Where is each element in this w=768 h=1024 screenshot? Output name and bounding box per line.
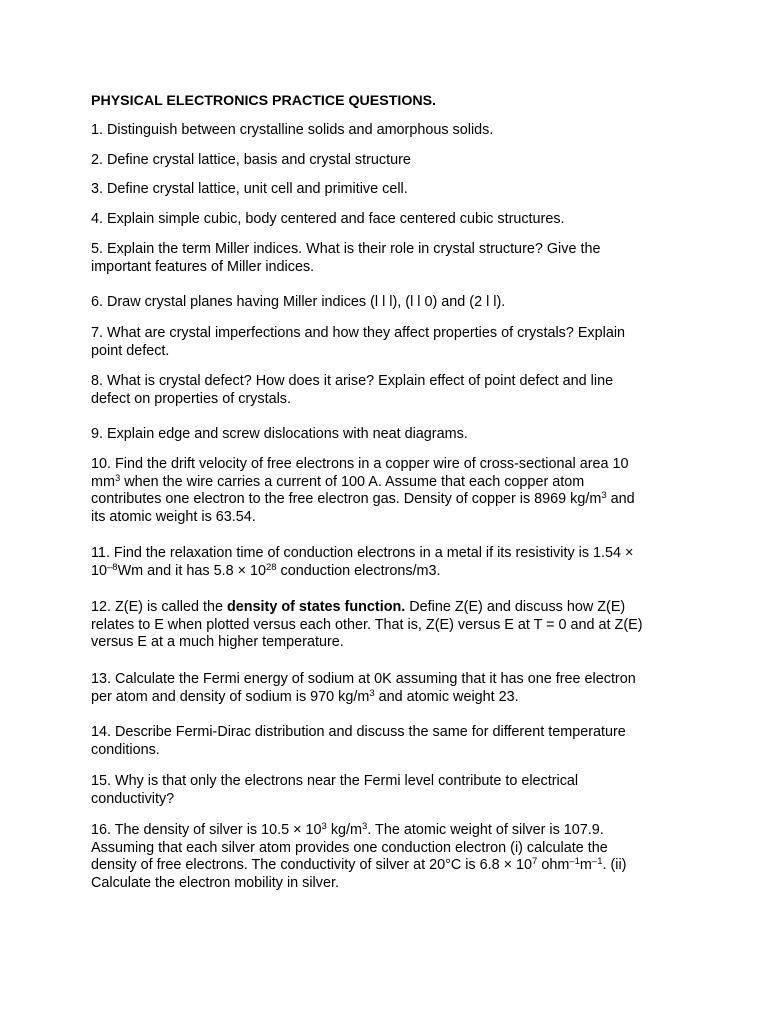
superscript: 3	[321, 821, 327, 832]
question-7	[91, 325, 691, 360]
text-run: 4. Explain simple cubic, body centered and face centered cubic structures.	[91, 211, 565, 227]
text-run: 10. Find the drift velocity of free electrons in a copper wire of cross-sectional area 10	[91, 456, 629, 472]
text-run: 13. Calculate the Fermi energy of sodium at 0K assuming that it has one free electron	[91, 671, 636, 687]
question-3	[91, 181, 691, 199]
question-line	[91, 343, 691, 361]
question-line	[91, 325, 691, 343]
question-line	[91, 857, 691, 875]
text-run: and atomic weight 23.	[374, 688, 519, 705]
question-11	[91, 545, 691, 580]
question-line	[91, 545, 691, 563]
text-run: 1. Distinguish between crystalline solids and amorphous solids.	[91, 122, 494, 138]
question-line	[91, 634, 691, 652]
text-run: ohm	[537, 857, 570, 873]
question-16	[91, 822, 691, 892]
text-run: versus E at a much higher temperature.	[91, 634, 344, 650]
text-run: conductivity?	[91, 790, 175, 807]
question-line	[91, 724, 691, 742]
question-line	[91, 152, 691, 170]
question-15	[91, 773, 691, 808]
text-run: Calculate the electron mobility in silver.	[91, 874, 339, 891]
text-run: 9. Explain edge and screw dislocations with neat diagrams.	[91, 426, 468, 442]
question-line	[91, 456, 691, 474]
text-run: Assuming that each silver atom provides one conduction electron (i) calculate the	[91, 839, 608, 856]
superscript: –1	[591, 856, 603, 867]
text-run: mm	[91, 473, 115, 490]
question-1	[91, 122, 691, 140]
question-line	[91, 791, 691, 809]
question-5	[91, 241, 691, 276]
question-line	[91, 599, 691, 617]
text-run: conduction electrons/m3.	[276, 562, 441, 579]
bold-term: density of states function.	[226, 599, 406, 615]
superscript: –8	[107, 561, 118, 573]
question-line	[91, 122, 691, 140]
question-line	[91, 181, 691, 199]
question-2	[91, 152, 691, 170]
question-line	[91, 509, 691, 527]
text-run: when the wire carries a current of 100 A. Assume that each copper atom	[120, 473, 585, 490]
text-run: Define Z(E) and discuss how Z(E)	[405, 599, 626, 615]
question-line	[91, 474, 691, 492]
superscript: 3	[601, 490, 607, 501]
text-run: 11. Find the relaxation time of conduction electrons in a metal if its resistivity is 1.54 ×	[91, 545, 634, 561]
text-run: 5. Explain the term Miller indices. What is their role in crystal structure? Give the	[91, 241, 601, 257]
text-run: kg/m	[326, 822, 363, 838]
question-line	[91, 426, 691, 444]
superscript: –1	[569, 856, 580, 867]
question-13	[91, 671, 691, 706]
text-run: 12. Z(E) is called the	[91, 599, 227, 615]
question-14	[91, 724, 691, 759]
document-title: PHYSICAL ELECTRONICS PRACTICE QUESTIONS.	[91, 93, 437, 109]
text-run: 7. What are crystal imperfections and how they affect properties of crystals? Explain	[91, 325, 626, 341]
text-run: m	[579, 857, 592, 873]
question-9	[91, 426, 691, 444]
question-line	[91, 491, 691, 509]
text-run: relates to E when plotted versus each other. That is, Z(E) versus E at T = 0 and at Z(E)	[91, 616, 643, 633]
question-line	[91, 773, 691, 791]
question-line	[91, 241, 691, 259]
text-run: density of free electrons. The conductivity of silver at 20°C is 6.8 × 10	[91, 857, 533, 873]
question-line	[91, 742, 691, 760]
question-10	[91, 456, 691, 526]
question-line	[91, 259, 691, 277]
text-run: 2. Define crystal lattice, basis and crystal structure	[91, 152, 411, 168]
question-line	[91, 211, 691, 229]
question-12	[91, 599, 691, 652]
text-run: 10	[91, 562, 108, 579]
text-run: 16. The density of silver is 10.5 × 10	[91, 822, 322, 838]
text-run: 8. What is crystal defect? How does it arise? Explain effect of point defect and line	[91, 373, 614, 389]
superscript: 3	[362, 821, 368, 832]
superscript: 28	[265, 561, 277, 573]
question-line	[91, 840, 691, 858]
text-run: per atom and density of sodium is 970 kg/m	[91, 688, 370, 705]
question-line	[91, 671, 691, 689]
text-run: Wm and it has 5.8 × 10	[117, 562, 266, 579]
superscript: 3	[369, 687, 375, 699]
text-run: its atomic weight is 63.54.	[91, 508, 256, 525]
text-run: important features of Miller indices.	[91, 258, 315, 275]
text-run: 3. Define crystal lattice, unit cell and primitive cell.	[91, 181, 408, 197]
question-line	[91, 875, 691, 893]
question-line	[91, 617, 691, 635]
question-6	[91, 294, 691, 312]
text-run: 6. Draw crystal planes having Miller indices (l l l), (l l 0) and (2 l l).	[91, 294, 506, 310]
question-line	[91, 689, 691, 707]
question-4	[91, 211, 691, 229]
text-run: conditions.	[91, 741, 160, 758]
text-run: 14. Describe Fermi-Dirac distribution and discuss the same for different temperature	[91, 724, 626, 740]
question-8	[91, 373, 691, 408]
text-run: contributes one electron to the free electron gas. Density of copper is 8969 kg/m	[91, 491, 602, 507]
text-run: . (ii)	[602, 857, 627, 873]
text-run: and	[606, 491, 635, 507]
question-line	[91, 563, 691, 581]
text-run: defect on properties of crystals.	[91, 390, 291, 407]
question-line	[91, 391, 691, 409]
question-line	[91, 294, 691, 312]
superscript: 7	[532, 856, 538, 867]
question-line	[91, 373, 691, 391]
text-run: . The atomic weight of silver is 107.9.	[367, 822, 604, 838]
text-run: 15. Why is that only the electrons near the Fermi level contribute to electrical	[91, 773, 579, 789]
superscript: 3	[114, 472, 121, 484]
text-run: point defect.	[91, 342, 170, 359]
question-line	[91, 822, 691, 840]
